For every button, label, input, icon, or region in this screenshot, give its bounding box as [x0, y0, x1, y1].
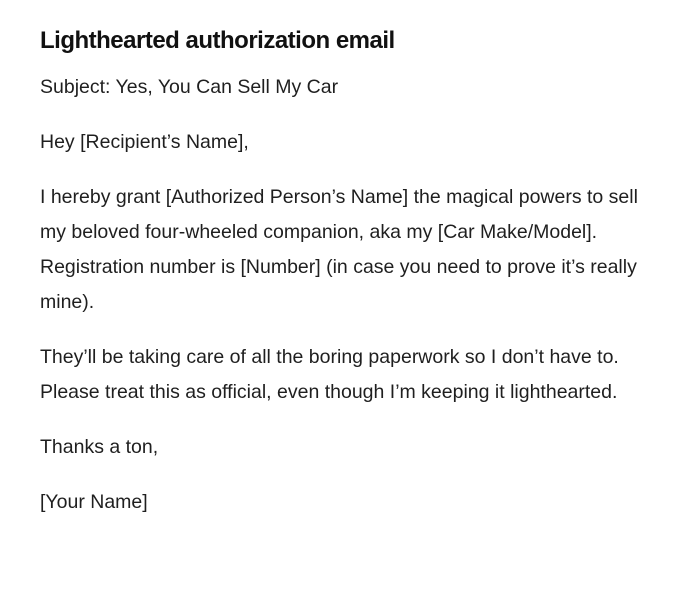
email-body-paragraph-2: They’ll be taking care of all the boring paperwork so I don’t have to. Please treat this as official, even though I’m keeping it lighthearted. — [40, 346, 619, 403]
email-subject: Subject: Yes, You Can Sell My Car — [40, 76, 339, 98]
email-signature: [Your Name] — [40, 491, 148, 513]
document-title: Lighthearted authorization email — [40, 27, 395, 54]
email-signoff: Thanks a ton, — [40, 436, 159, 458]
email-greeting: Hey [Recipient’s Name], — [40, 131, 249, 153]
email-body-paragraph-1: I hereby grant [Authorized Person’s Name] the magical powers to sell my beloved four-wheeled companion, aka my [Car Make/Model]. Registration number is [Number] (in case you need to prove it’s really mine). — [40, 186, 638, 313]
